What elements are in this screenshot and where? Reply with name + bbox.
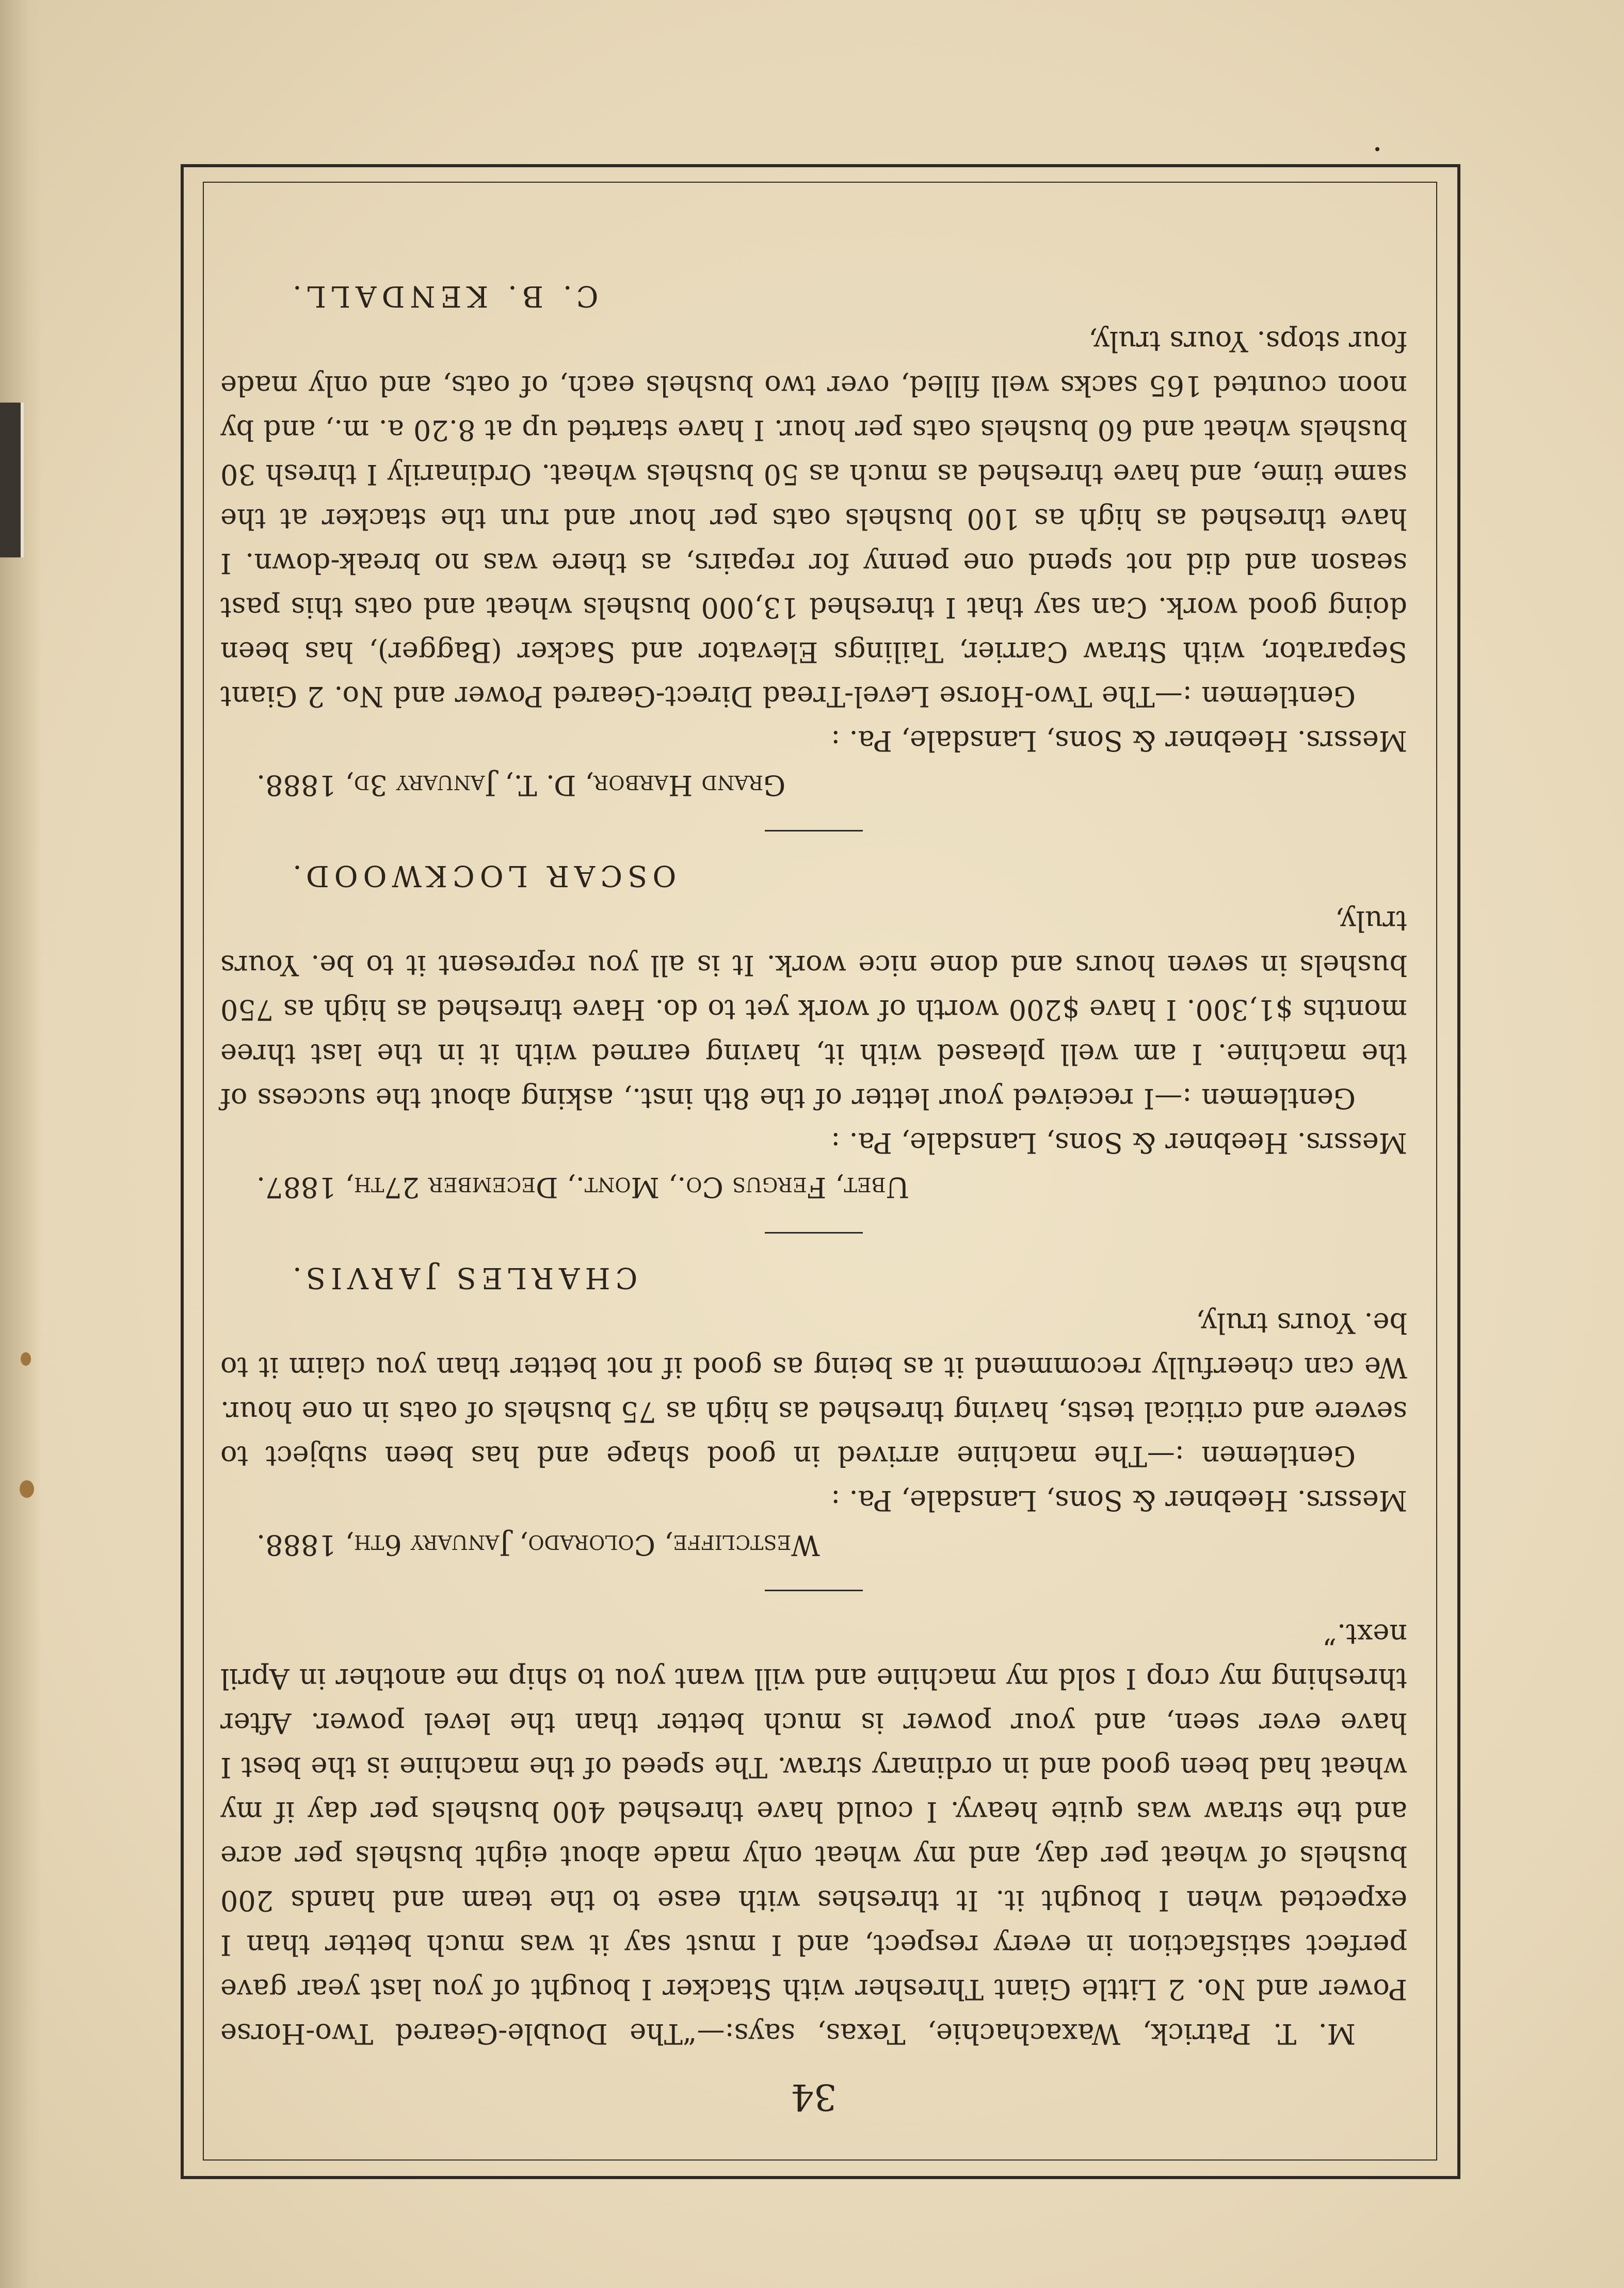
page-content: [220, 273, 1407, 2118]
letter-signature: C. B. KENDALL.: [287, 279, 599, 313]
letter-salutation: Messrs. Heebner & Sons, Lansdale, Pa. :: [831, 1127, 1407, 1159]
testimonial-intro: M. T. Patrick, Waxachachie, Texas, says:—“The Double-Geared Two-Horse Power and No. 2 Little Giant Thresher with Stacker I bought of you last year gave perfect satisfaction in every respect, and I must say it was much better than I expected when I bought it. It threshes with ease to the team and hands 200 bushels of wheat per day, and my wheat only made about eight bushels per acre and the straw was quite heavy. I could have threshed 400 bushels per day if my wheat had been good and in ordinary straw. The speed of the machine is the best I have ever seen, and your power is much better than the level power. After threshing my crop I sold my machine and will want you to ship me another in April next.”: [220, 1618, 1407, 2050]
letter-salutation: Messrs. Heebner & Sons, Lansdale, Pa. :: [831, 1484, 1407, 1517]
letter-dateline: Westcliffe, Colorado, January 6th, 1888.: [256, 1529, 820, 1561]
letter-dateline: Ubet, Fergus Co., Mont., December 27th, 1887.: [256, 1171, 910, 1204]
section-divider: [765, 1590, 863, 1591]
letter-body: Gentlemen :—The Two-Horse Level-Tread Direct-Geared Power and No. 2 Giant Separator, with Straw Carrier, Tailings Elevator and Sacker (Bagger), has been doing good work. Can say that I threshed 13,000 bushels wheat and oats this past season and did not spend one penny for repairs, as there was no break-down. I have threshed as high as 100 bushels oats per hour and run the stacker at the same time, and have threshed as much as 50 bushels wheat. Ordinarily I thresh 30 bushels wheat and 60 bushels oats per hour. I have started up at 8.20 a. m., and by noon counted 165 sacks well filled, over two bushels each, of oats, and only made four stops. Yours truly,: [220, 325, 1407, 713]
letter-body: Gentlemen :—The machine arrived in good shape and has been subject to severe and critical tests, having threshed as high as 75 bushels of oats in one hour. We can cheerfully recommend it as being as good if not better than you claim it to be. Yours truly,: [220, 1307, 1407, 1473]
page-number: 34: [791, 2076, 837, 2118]
letter-signature: CHARLES JARVIS.: [287, 1261, 638, 1294]
section-divider: [765, 1232, 863, 1234]
section-divider: [765, 830, 863, 831]
letter-body: Gentlemen :—I received your letter of the 8th inst., asking about the success of the machine. I am well pleased with it, having earned with it in the last three months $1,300. I have $200 worth of work yet to do. Have threshed as high as 750 bushels in seven hours and done nice work. It is all you represent it to be. Yours truly,: [220, 905, 1407, 1115]
letter-dateline: Grand Harbor, D. T., January 3d, 1888.: [256, 769, 786, 802]
letter-signature: OSCAR LOCKWOOD.: [287, 859, 677, 892]
letter-salutation: Messrs. Heebner & Sons, Lansdale, Pa. :: [831, 725, 1407, 757]
